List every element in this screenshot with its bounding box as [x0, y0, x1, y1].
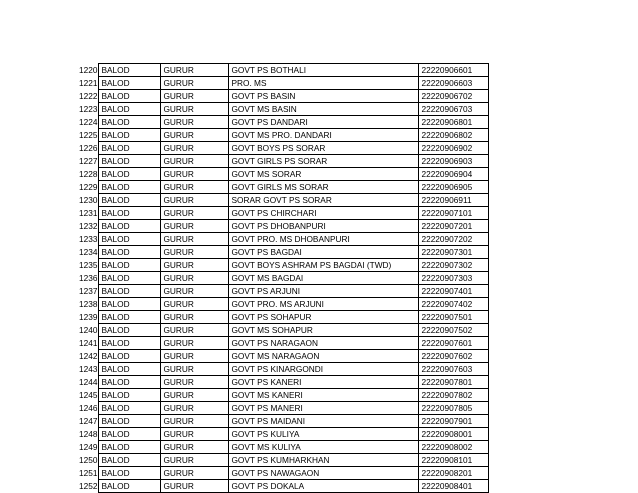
district-cell: BALOD: [99, 181, 161, 194]
row-number-cell: 1243: [79, 364, 98, 374]
table-row: [79, 350, 489, 363]
school-name-cell: GOVT BOYS PS SORAR: [229, 142, 419, 155]
district-cell: BALOD: [99, 428, 161, 441]
school-code-cell: 22220907602: [419, 350, 489, 363]
school-code-cell: 22220906911: [419, 194, 489, 207]
table-row: [79, 64, 489, 77]
school-code-cell: 22220907603: [419, 363, 489, 376]
row-number-cell: 1240: [79, 325, 98, 335]
table-row: [79, 181, 489, 194]
row-number-cell: 1246: [79, 403, 98, 413]
block-cell: GURUR: [161, 285, 229, 298]
district-cell: BALOD: [99, 207, 161, 220]
district-cell: BALOD: [99, 142, 161, 155]
school-code-cell: 22220907303: [419, 272, 489, 285]
block-cell: GURUR: [161, 480, 229, 493]
block-cell: GURUR: [161, 298, 229, 311]
district-cell: BALOD: [99, 337, 161, 350]
block-cell: GURUR: [161, 324, 229, 337]
district-cell: BALOD: [99, 77, 161, 90]
district-cell: BALOD: [99, 155, 161, 168]
district-cell: BALOD: [99, 233, 161, 246]
school-name-cell: GOVT GIRLS MS SORAR: [229, 181, 419, 194]
school-name-cell: GOVT GIRLS PS SORAR: [229, 155, 419, 168]
district-cell: BALOD: [99, 311, 161, 324]
school-code-cell: 22220906603: [419, 77, 489, 90]
school-name-cell: GOVT MS NARAGAON: [229, 350, 419, 363]
district-cell: BALOD: [99, 415, 161, 428]
school-name-cell: GOVT PS DANDARI: [229, 116, 419, 129]
school-name-cell: GOVT MS SORAR: [229, 168, 419, 181]
row-number-cell: 1222: [79, 91, 98, 101]
district-cell: BALOD: [99, 103, 161, 116]
table-row: [79, 116, 489, 129]
table-row: [79, 77, 489, 90]
block-cell: GURUR: [161, 220, 229, 233]
block-cell: GURUR: [161, 246, 229, 259]
school-code-cell: 22220907302: [419, 259, 489, 272]
school-code-cell: 22220907501: [419, 311, 489, 324]
school-code-cell: 22220906904: [419, 168, 489, 181]
table-row: [79, 103, 489, 116]
block-cell: GURUR: [161, 129, 229, 142]
school-code-cell: 22220907801: [419, 376, 489, 389]
row-number-cell: 1220: [79, 65, 98, 75]
block-cell: GURUR: [161, 363, 229, 376]
school-list-body: [79, 64, 489, 493]
district-cell: BALOD: [99, 480, 161, 493]
row-number-cell: 1229: [79, 182, 98, 192]
district-cell: BALOD: [99, 441, 161, 454]
row-number-cell: 1231: [79, 208, 98, 218]
row-number-cell: 1247: [79, 416, 98, 426]
school-name-cell: GOVT PS BAGDAI: [229, 246, 419, 259]
district-cell: BALOD: [99, 194, 161, 207]
district-cell: BALOD: [99, 324, 161, 337]
school-code-cell: 22220907805: [419, 402, 489, 415]
table-row: [79, 376, 489, 389]
school-list-table: [79, 63, 489, 493]
row-number-cell: 1242: [79, 351, 98, 361]
row-number-cell: 1251: [79, 468, 98, 478]
row-number-cell: 1227: [79, 156, 98, 166]
table-row: [79, 168, 489, 181]
row-number-cell: 1245: [79, 390, 98, 400]
district-cell: BALOD: [99, 285, 161, 298]
school-code-cell: 22220907301: [419, 246, 489, 259]
row-number-cell: 1248: [79, 429, 98, 439]
row-number-cell: 1239: [79, 312, 98, 322]
block-cell: GURUR: [161, 207, 229, 220]
district-cell: BALOD: [99, 350, 161, 363]
school-name-cell: GOVT MS BAGDAI: [229, 272, 419, 285]
table-row: [79, 220, 489, 233]
district-cell: BALOD: [99, 259, 161, 272]
school-name-cell: GOVT PS KUMHARKHAN: [229, 454, 419, 467]
school-code-cell: 22220908101: [419, 454, 489, 467]
school-name-cell: GOVT PS KULIYA: [229, 428, 419, 441]
row-number-cell: 1244: [79, 377, 98, 387]
block-cell: GURUR: [161, 389, 229, 402]
table-row: [79, 441, 489, 454]
table-row: [79, 246, 489, 259]
district-cell: BALOD: [99, 467, 161, 480]
school-name-cell: SORAR GOVT PS SORAR: [229, 194, 419, 207]
school-name-cell: GOVT PS BOTHALI: [229, 64, 419, 77]
table-row: [79, 90, 489, 103]
school-name-cell: GOVT PS KANERI: [229, 376, 419, 389]
row-number-cell: 1226: [79, 143, 98, 153]
school-name-cell: GOVT BOYS ASHRAM PS BAGDAI (TWD): [229, 259, 419, 272]
table-row: [79, 129, 489, 142]
table-row: [79, 142, 489, 155]
row-number-cell: 1234: [79, 247, 98, 257]
block-cell: GURUR: [161, 272, 229, 285]
table-row: [79, 389, 489, 402]
district-cell: BALOD: [99, 298, 161, 311]
row-number-cell: 1237: [79, 286, 98, 296]
block-cell: GURUR: [161, 376, 229, 389]
row-number-cell: 1235: [79, 260, 98, 270]
school-name-cell: GOVT PS ARJUNI: [229, 285, 419, 298]
school-code-cell: 22220906801: [419, 116, 489, 129]
school-name-cell: GOVT MS BASIN: [229, 103, 419, 116]
table-row: [79, 285, 489, 298]
district-cell: BALOD: [99, 389, 161, 402]
row-number-cell: 1228: [79, 169, 98, 179]
school-code-cell: 22220907401: [419, 285, 489, 298]
table-row: [79, 259, 489, 272]
row-number-cell: 1249: [79, 442, 98, 452]
block-cell: GURUR: [161, 90, 229, 103]
table-row: [79, 155, 489, 168]
block-cell: GURUR: [161, 311, 229, 324]
table-row: [79, 233, 489, 246]
block-cell: GURUR: [161, 103, 229, 116]
row-number-cell: 1233: [79, 234, 98, 244]
district-cell: BALOD: [99, 363, 161, 376]
block-cell: GURUR: [161, 402, 229, 415]
block-cell: GURUR: [161, 155, 229, 168]
block-cell: GURUR: [161, 454, 229, 467]
district-cell: BALOD: [99, 272, 161, 285]
table-row: [79, 207, 489, 220]
school-name-cell: GOVT PS CHIRCHARI: [229, 207, 419, 220]
school-name-cell: GOVT PS KINARGONDI: [229, 363, 419, 376]
table-row: [79, 428, 489, 441]
school-name-cell: GOVT MS KANERI: [229, 389, 419, 402]
school-code-cell: 22220907101: [419, 207, 489, 220]
table-row: [79, 337, 489, 350]
school-name-cell: GOVT MS KULIYA: [229, 441, 419, 454]
school-code-cell: 22220908002: [419, 441, 489, 454]
district-cell: BALOD: [99, 246, 161, 259]
row-number-cell: 1223: [79, 104, 98, 114]
school-name-cell: GOVT PS MAIDANI: [229, 415, 419, 428]
school-code-cell: 22220906903: [419, 155, 489, 168]
table-row: [79, 194, 489, 207]
block-cell: GURUR: [161, 441, 229, 454]
district-cell: BALOD: [99, 129, 161, 142]
district-cell: BALOD: [99, 90, 161, 103]
school-code-cell: 22220907901: [419, 415, 489, 428]
school-code-cell: 22220906702: [419, 90, 489, 103]
block-cell: GURUR: [161, 337, 229, 350]
table-row: [79, 467, 489, 480]
row-number-cell: 1224: [79, 117, 98, 127]
row-number-cell: 1232: [79, 221, 98, 231]
school-code-cell: 22220907201: [419, 220, 489, 233]
school-name-cell: GOVT PS SOHAPUR: [229, 311, 419, 324]
district-cell: BALOD: [99, 402, 161, 415]
school-code-cell: 22220907502: [419, 324, 489, 337]
school-name-cell: PRO. MS: [229, 77, 419, 90]
school-code-cell: 22220907802: [419, 389, 489, 402]
row-number-cell: 1225: [79, 130, 98, 140]
school-name-cell: GOVT PS DOKALA: [229, 480, 419, 493]
row-number-cell: 1221: [79, 78, 98, 88]
school-name-cell: GOVT PS DHOBANPURI: [229, 220, 419, 233]
block-cell: GURUR: [161, 428, 229, 441]
school-name-cell: GOVT PS NAWAGAON: [229, 467, 419, 480]
district-cell: BALOD: [99, 168, 161, 181]
school-code-cell: 22220908401: [419, 480, 489, 493]
block-cell: GURUR: [161, 168, 229, 181]
table-row: [79, 311, 489, 324]
table-row: [79, 272, 489, 285]
school-code-cell: 22220907202: [419, 233, 489, 246]
block-cell: GURUR: [161, 233, 229, 246]
block-cell: GURUR: [161, 181, 229, 194]
district-cell: BALOD: [99, 220, 161, 233]
block-cell: GURUR: [161, 415, 229, 428]
school-name-cell: GOVT MS SOHAPUR: [229, 324, 419, 337]
row-number-cell: 1252: [79, 481, 98, 491]
row-number-cell: 1238: [79, 299, 98, 309]
school-name-cell: GOVT PRO. MS DHOBANPURI: [229, 233, 419, 246]
school-name-cell: GOVT PS NARAGAON: [229, 337, 419, 350]
block-cell: GURUR: [161, 116, 229, 129]
row-number-cell: 1230: [79, 195, 98, 205]
school-name-cell: GOVT PRO. MS ARJUNI: [229, 298, 419, 311]
block-cell: GURUR: [161, 194, 229, 207]
table-row: [79, 363, 489, 376]
block-cell: GURUR: [161, 350, 229, 363]
table-row: [79, 480, 489, 493]
school-code-cell: 22220906905: [419, 181, 489, 194]
row-number-cell: 1236: [79, 273, 98, 283]
school-code-cell: 22220906802: [419, 129, 489, 142]
school-name-cell: GOVT MS PRO. DANDARI: [229, 129, 419, 142]
row-number-cell: 1241: [79, 338, 98, 348]
school-code-cell: 22220906601: [419, 64, 489, 77]
school-code-cell: 22220908001: [419, 428, 489, 441]
district-cell: BALOD: [99, 116, 161, 129]
table-row: [79, 324, 489, 337]
block-cell: GURUR: [161, 77, 229, 90]
district-cell: BALOD: [99, 64, 161, 77]
school-code-cell: 22220908201: [419, 467, 489, 480]
block-cell: GURUR: [161, 259, 229, 272]
table-row: [79, 415, 489, 428]
block-cell: GURUR: [161, 467, 229, 480]
school-name-cell: GOVT PS BASIN: [229, 90, 419, 103]
school-code-cell: 22220907402: [419, 298, 489, 311]
table-row: [79, 298, 489, 311]
table-row: [79, 402, 489, 415]
district-cell: BALOD: [99, 454, 161, 467]
district-cell: BALOD: [99, 376, 161, 389]
school-name-cell: GOVT PS MANERI: [229, 402, 419, 415]
school-code-cell: 22220907601: [419, 337, 489, 350]
school-code-cell: 22220906703: [419, 103, 489, 116]
table-row: [79, 454, 489, 467]
school-code-cell: 22220906902: [419, 142, 489, 155]
block-cell: GURUR: [161, 142, 229, 155]
block-cell: GURUR: [161, 64, 229, 77]
row-number-cell: 1250: [79, 455, 98, 465]
